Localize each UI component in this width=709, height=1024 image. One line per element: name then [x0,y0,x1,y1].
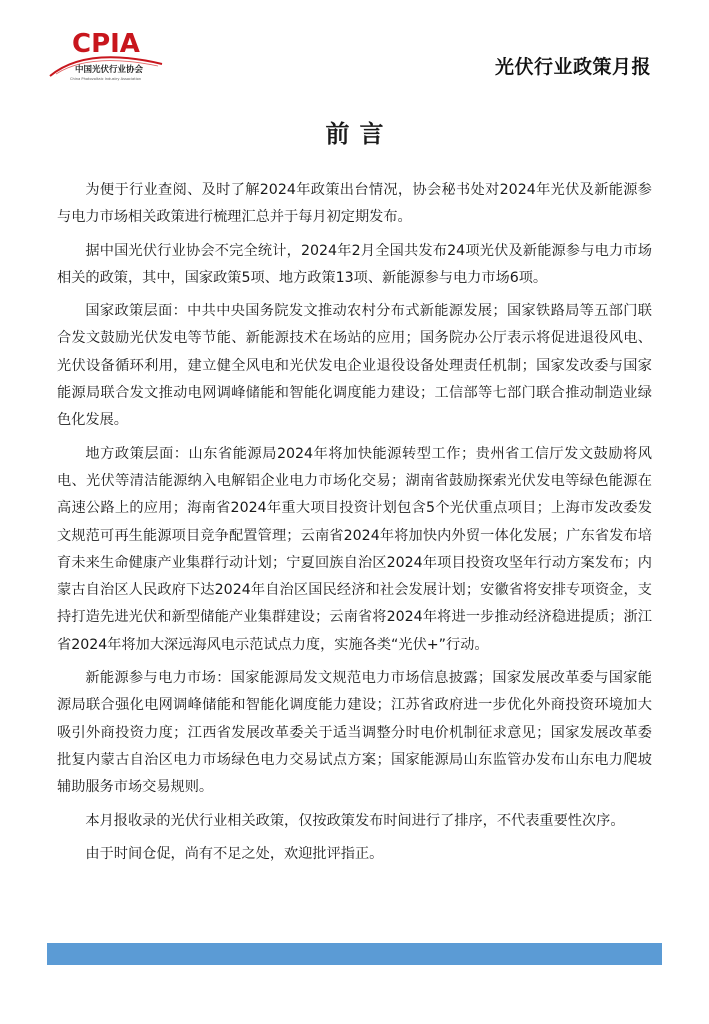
page-heading: 前言 [325,120,394,148]
preface-paragraph: 本月报收录的光伏行业相关政策，仅按政策发布时间进行了排序，不代表重要性次序。 [85,812,625,829]
logo-org-name: 中国光伏行业协会 [75,65,144,75]
preface-paragraph: 新能源参与电力市场：国家能源局发文规范电力市场信息披露；国家发展改革委与国家能源局联合强化电网调峰储能和智能化调度能力建设；江苏省政府进一步优化外商投资环境加大吸引外商投资力度；江西省发展改革委关于适当调整分时电价机制征求意见；国家发展改革委批复内蒙古自治区电力市场绿色电力交易试点方案；国家能源局山东监管办发布山东电力爬坡辅助服务市场交易规则。 [57,670,652,796]
preface-paragraph: 国家政策层面：中共中央国务院发文推动农村分布式新能源发展；国家铁路局等五部门联合发文鼓励光伏发电等节能、新能源技术在场站的应用；国务院办公厅表示将促进退役风电、光伏设备循环利用，建立健全风电和光伏发电企业退役设备处理责任机制；国家发改委与国家能源局联合发文推动电网调峰储能和智能化调度能力建设；工信部等七部门联合推动制造业绿色化发展。 [57,303,652,429]
report-title: 光伏行业政策月报 [494,56,651,78]
preface-paragraph: 地方政策层面：山东省能源局2024年将加快能源转型工作；贵州省工信厅发文鼓励将风电、光伏等清洁能源纳入电解铝企业电力市场化交易；湖南省鼓励探索光伏发电等绿色能源在高速公路上的应用；海南省2024年重大项目投资计划包含5个光伏重点项目；上海市发改委发文规范可再生能源项目竞争配置管理；云南省2024年将加快内外贸一体化发展；广东省发布培育未来生命健康产业集群行动计划；宁夏回族自治区2024年项目投资攻坚年行动方案发布；内蒙古自治区人民政府下达2024年自治区国民经济和社会发展计划；安徽省将安排专项资金，支持打造先进光伏和新型储能产业集群建设；云南省将2024年将进一步推动经济稳进提质；浙江省2024年将加大深远海风电示范试点力度，实施各类“光伏+”行动。 [57,445,652,653]
footer-bar [47,943,662,965]
preface-paragraph: 据中国光伏行业协会不完全统计，2024年2月全国共发布24项光伏及新能源参与电力市场相关的政策，其中，国家政策5项、地方政策13项、新能源参与电力市场6项。 [57,242,652,286]
logo-acronym: CPIA [72,29,140,59]
preface-body [57,177,652,874]
cpia-logo [46,14,166,84]
preface-paragraph: 由于时间仓促，尚有不足之处，欢迎批评指正。 [85,845,384,862]
logo-org-name-en: China Photovoltaic Industry Association [70,77,142,81]
preface-paragraph: 为便于行业查阅、及时了解2024年政策出台情况，协会秘书处对2024年光伏及新能源参与电力市场相关政策进行梳理汇总并于每月初定期发布。 [57,182,652,226]
